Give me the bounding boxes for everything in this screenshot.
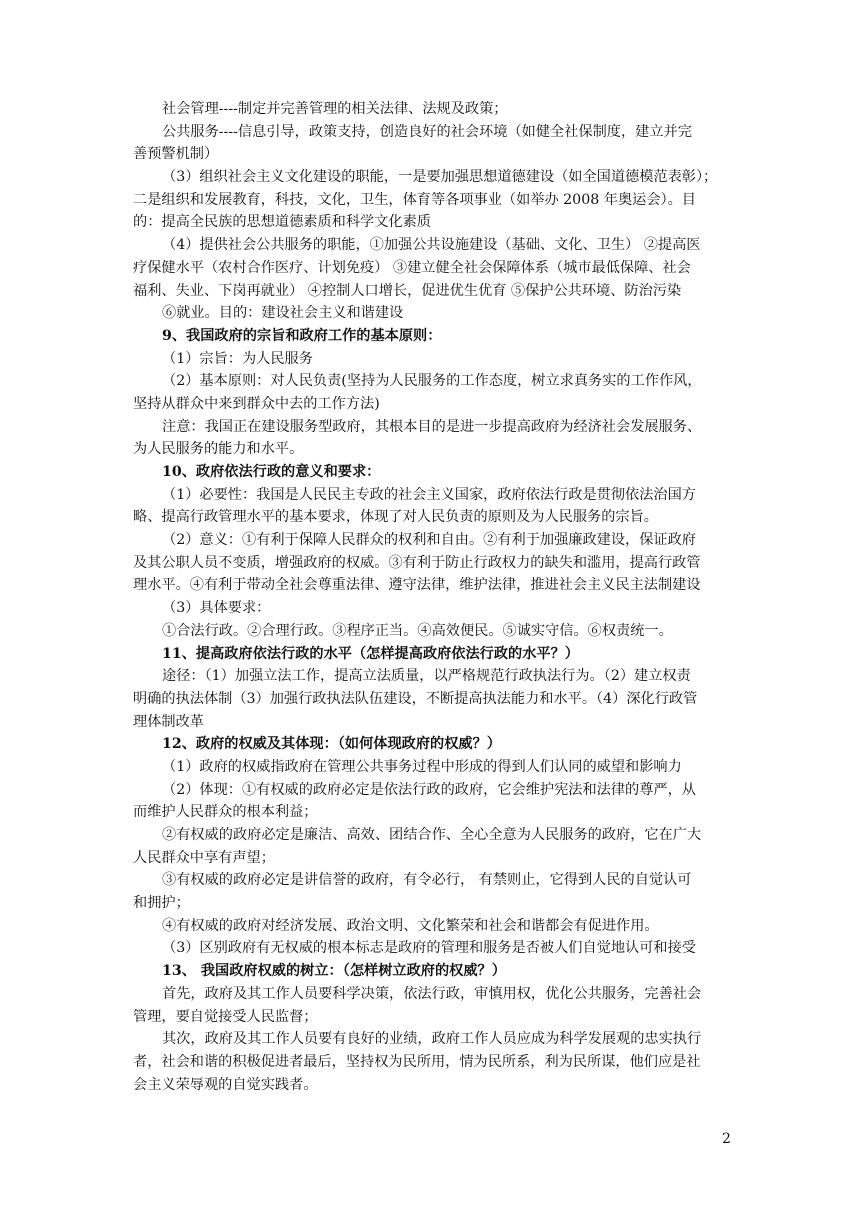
text-line: ⑥就业。目的：建设社会主义和谐建设: [162, 305, 404, 322]
text-line: 坚持从群众中来到群众中去的工作方法): [133, 395, 380, 412]
text-line: ①合法行政。②合理行政。③程序正当。④高效便民。⑤诚实守信。⑥权责统一。: [162, 622, 673, 639]
text-line: 其次，政府及其工作人员要有良好的业绩，政府工作人员应成为科学发展观的忠实执行: [162, 1031, 702, 1048]
text-line: 首先，政府及其工作人员要科学决策，依法行政，审慎用权，优化公共服务，完善社会: [162, 985, 702, 1002]
text-line: （3）组织社会主义文化建设的职能，一是要加强思想道德建设（如全国道德模范表彰）；: [162, 169, 718, 186]
text-line: 社会管理----制定并完善管理的相关法律、法规及政策；: [162, 101, 508, 117]
section-heading: 9、我国政府的宗旨和政府工作的基本原则：: [162, 327, 442, 344]
section-heading: 13、 我国政府权威的树立：（怎样树立政府的权威？）: [162, 963, 506, 980]
text-line: 和拥护；: [133, 895, 190, 912]
text-line: 注意：我国正在建设服务型政府，其根本目的是进一步提高政府为经济社会发展服务、: [162, 418, 702, 435]
text-line: （3）区别政府有无权威的根本标志是政府的管理和服务是否被人们自觉地认可和接受: [162, 940, 696, 957]
text-line: 福利、失业、下岗再就业） ④控制人口增长，促进优生优育 ⑤保护公共环境、防治污染: [133, 282, 682, 299]
text-line: 而维护人民群众的根本利益；: [133, 804, 318, 821]
section-heading: 10、政府依法行政的意义和要求：: [162, 464, 381, 480]
text-line: （1）政府的权威指政府在管理公共事务过程中形成的得到人们认同的威望和影响力: [162, 758, 682, 775]
text-line: （3）具体要求：: [162, 600, 271, 617]
text-line: 途径：（1）加强立法工作，提高立法质量，以严格规范行政执法行为。（2）建立权责: [162, 668, 691, 685]
text-line: 的：提高全民族的思想道德素质和科学文化素质: [133, 214, 431, 231]
text-line: 二是组织和发展教育，科技，文化，卫生，体育等各项事业（如举办 2008 年奥运会）。目: [133, 191, 696, 208]
text-line: 善预警机制）: [133, 146, 219, 163]
text-line: 明确的执法体制（3）加强行政执法队伍建设，不断提高执法能力和水平。（4）深化行政管: [133, 690, 698, 707]
text-line: ④有权威的政府对经济发展、政治文明、文化繁荣和社会和谐都会有促进作用。: [162, 917, 659, 934]
text-line: （1）宗旨：为人民服务: [162, 350, 313, 367]
text-line: 为人民服务的能力和水平。: [133, 441, 304, 458]
text-line: （2）意义：①有利于保障人民群众的权利和自由。②有利于加强廉政建设，保证政府: [162, 532, 696, 549]
document-body: [133, 98, 733, 1096]
text-line: 略、提高行政管理水平的基本要求，体现了对人民负责的原则及为人民服务的宗旨。: [133, 509, 658, 526]
text-line: 理水平。④有利于带动全社会尊重法律、遵守法律，维护法律，推进社会主义民主法制建设: [133, 577, 701, 594]
text-line: 公共服务----信息引导，政策支持，创造良好的社会环境（如健全社保制度，建立并完: [162, 123, 692, 140]
page-number: 2: [722, 1131, 731, 1147]
text-line: （2）体现：①有权威的政府必定是依法行政的政府，它会维护宪法和法律的尊严，从: [162, 781, 696, 798]
section-heading: 12、政府的权威及其体现：（如何体现政府的权威？）: [162, 736, 501, 753]
text-line: 疗保健水平（农村合作医疗、计划免疫） ③建立健全社会保障体系（城市最低保障、社会: [133, 259, 691, 276]
text-line: （4）提供社会公共服务的职能，①加强公共设施建设（基础、文化、卫生） ②提高医: [162, 237, 701, 254]
text-line: ③有权威的政府必定是讲信誉的政府，有令必行， 有禁则止，它得到人民的自觉认可: [162, 872, 692, 889]
section-heading: 11、提高政府依法行政的水平（怎样提高政府依法行政的水平？）: [162, 645, 579, 662]
text-line: 及其公职人员不变质，增强政府的权威。③有利于防止行政权力的缺失和滥用，提高行政管: [133, 554, 701, 571]
text-line: （1）必要性：我国是人民民主专政的社会主义国家，政府依法行政是贯彻依法治国方: [162, 486, 696, 503]
text-line: 管理，要自觉接受人民监督；: [133, 1008, 318, 1025]
text-line: ②有权威的政府必定是廉洁、高效、团结合作、全心全意为人民服务的政府，它在广大: [162, 827, 702, 843]
text-line: 理体制改革: [133, 713, 204, 730]
text-line: 人民群众中享有声望；: [133, 849, 275, 866]
text-line: 者，社会和谐的积极促进者最后，坚持权为民所用，情为民所系，利为民所谋，他们应是社: [133, 1053, 701, 1070]
text-line: 会主义荣辱观的自觉实践者。: [133, 1076, 318, 1093]
text-line: （2）基本原则：对人民负责(坚持为人民服务的工作态度，树立求真务实的工作作风，: [162, 373, 702, 390]
